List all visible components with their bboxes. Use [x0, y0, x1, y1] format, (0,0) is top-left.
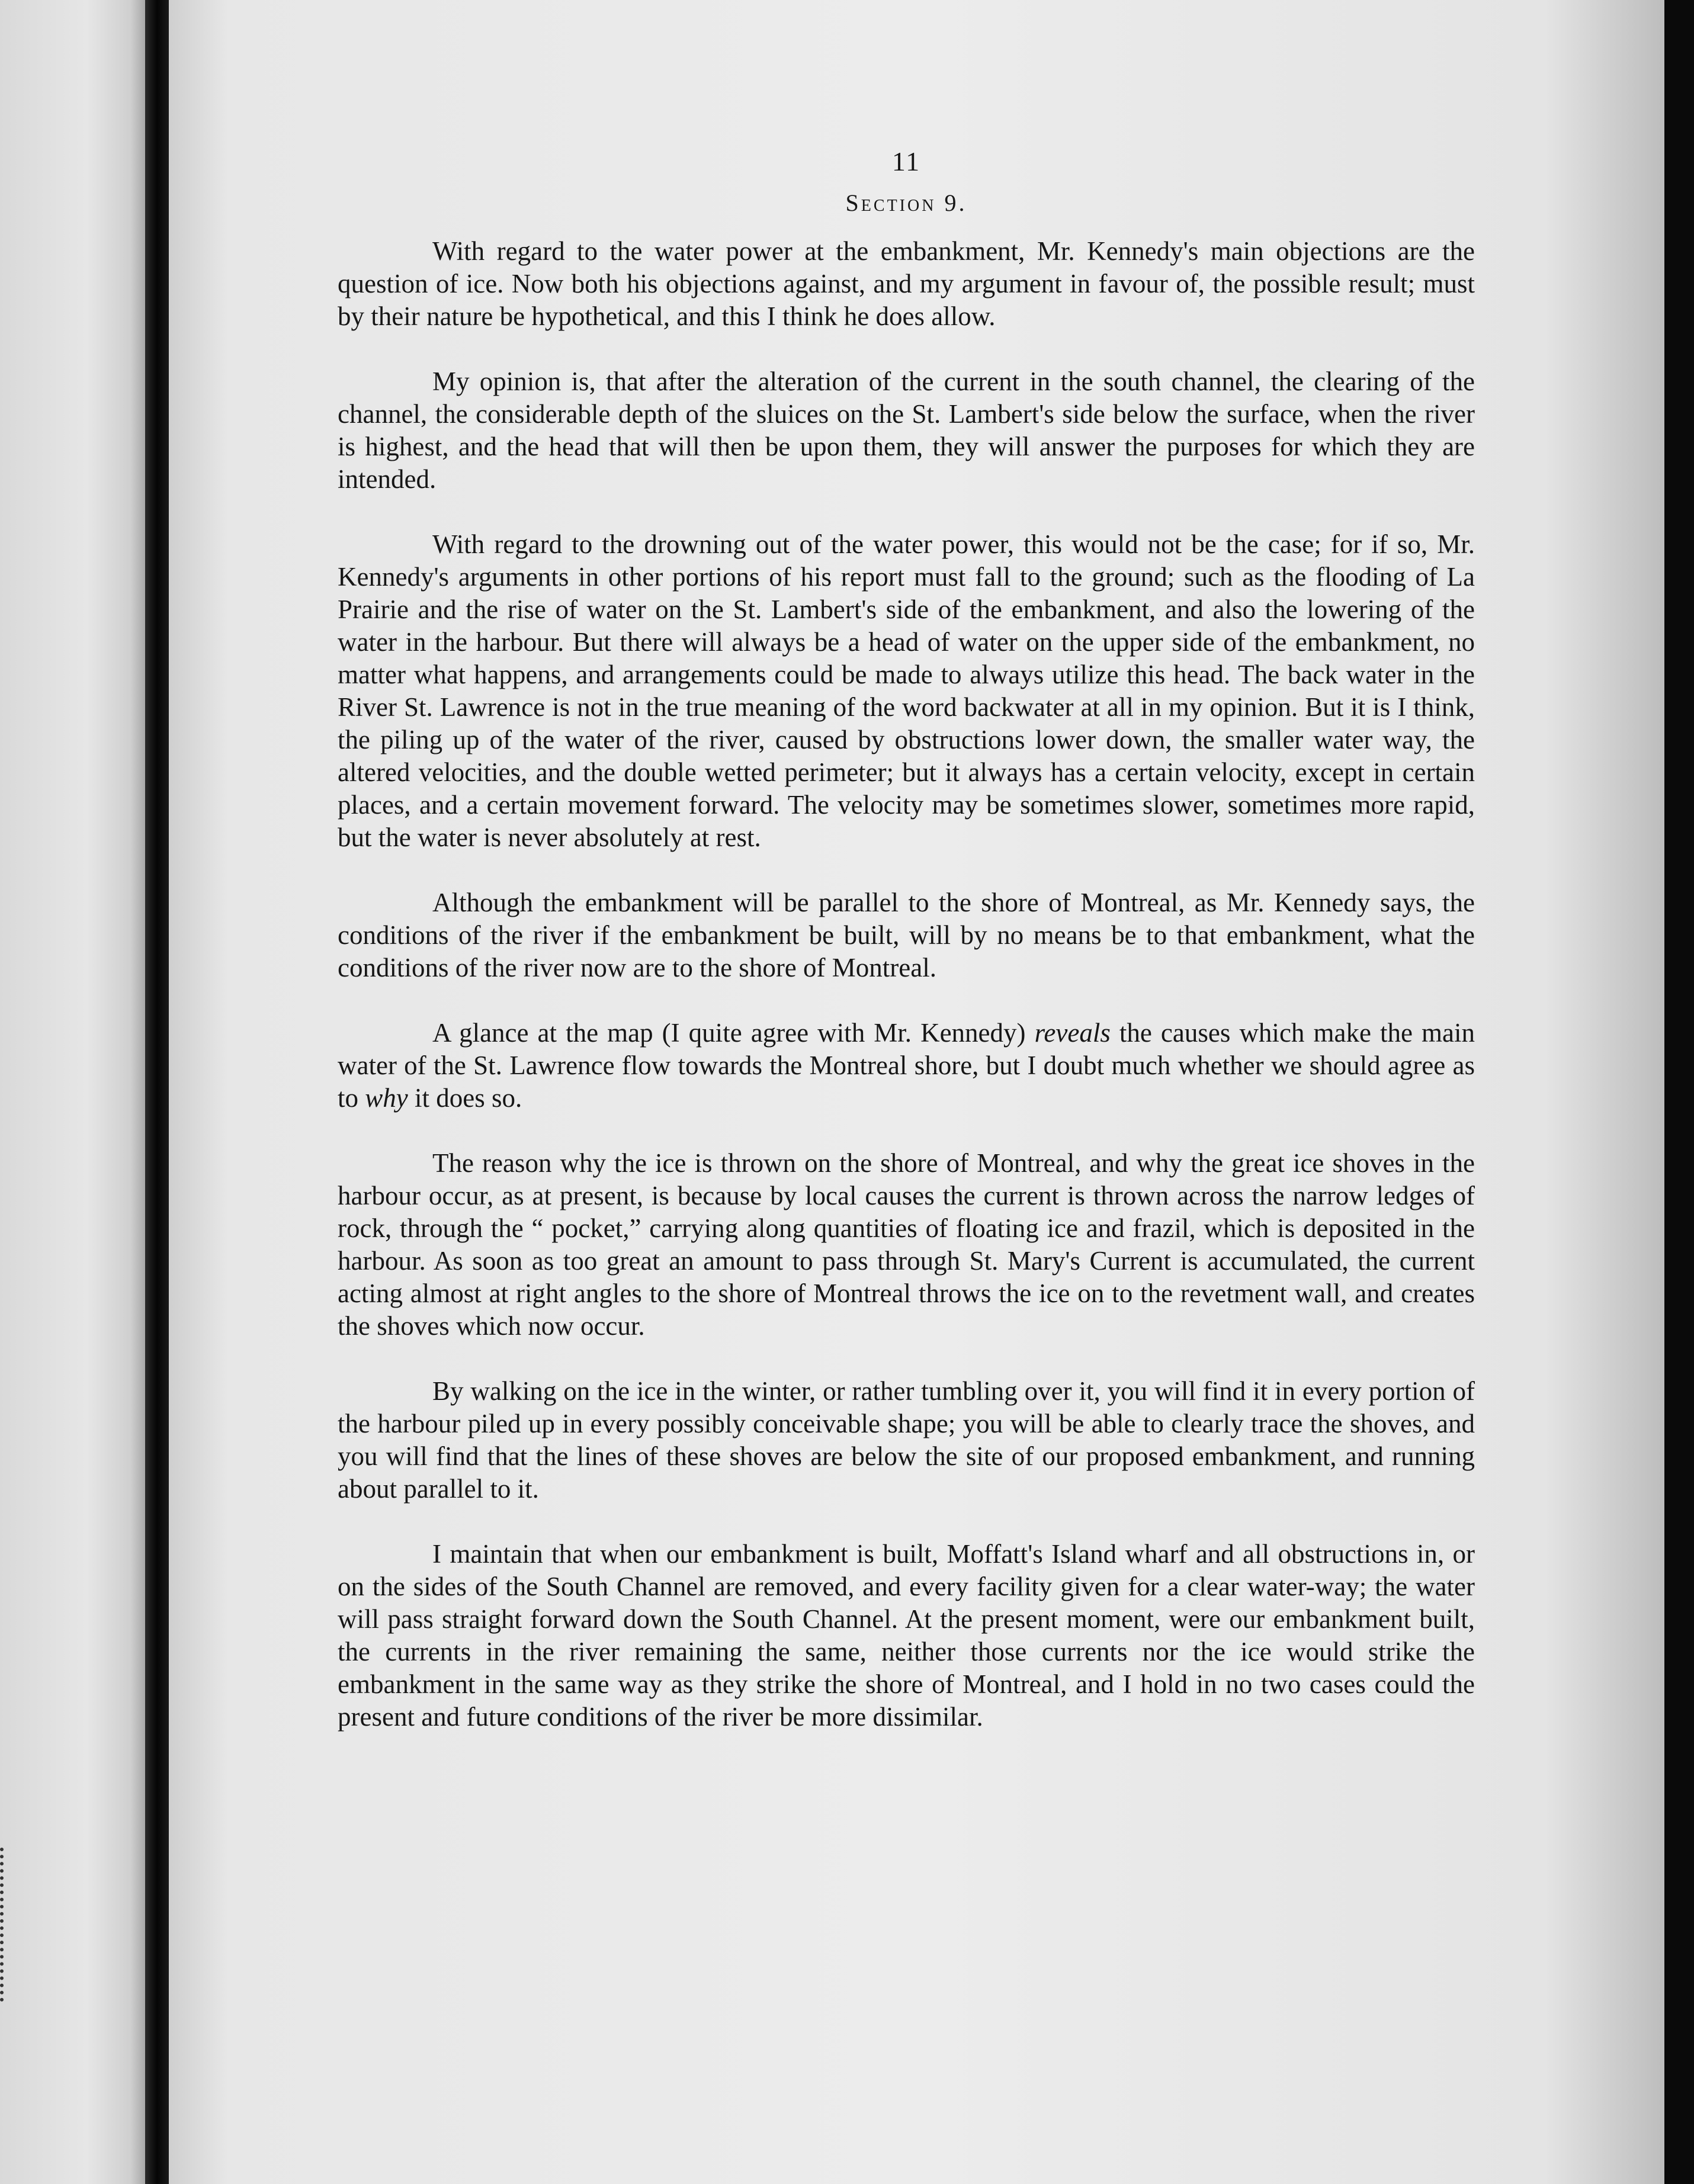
scan-border [1664, 0, 1694, 2184]
paragraph [338, 365, 1475, 496]
paragraph [338, 1017, 1475, 1115]
page-content [338, 145, 1475, 1766]
paragraph-text: A glance at the map (I quite agree with Mr. Kennedy) [432, 1018, 1035, 1048]
section-heading: Section 9. [845, 190, 967, 216]
paragraph [338, 528, 1475, 854]
paragraph [338, 1538, 1475, 1733]
emphasis-text: why [365, 1083, 408, 1113]
paragraph [338, 1375, 1475, 1505]
paragraph-text: With regard to the drowning out of the water power, this would not be the case; for if so, Mr. Kennedy's arguments in other portions of his report must fall to the ground; such as the flooding of La Prairie and the rise of water on the St. Lambert's side of the embankment, and also the lowering of the water in the harbour. But there will always be a head of water on the upper side of the embankment, no matter what happens, and arrangements could be made to always utilize this head. The back water in the River St. Lawrence is not in the true meaning of the word backwater at all in my opinion. But it is I think, the piling up of the water of the river, caused by obstructions lower down, the smaller water way, the altered velocities, and the double wetted perimeter; but it always has a certain velocity, except in certain places, and a certain movement forward. The velocity may be sometimes slower, sometimes more rapid, but the water is never absolutely at rest. [338, 529, 1475, 852]
previous-page-edge [0, 0, 145, 2184]
emphasis-text: reveals [1034, 1018, 1111, 1048]
paragraph [338, 235, 1475, 333]
paragraph-text: My opinion is, that after the alteration of the current in the south channel, the clearing of the channel, the considerable depth of the sluices on the St. Lambert's side below the surface, when the river is highest, and the head that will then be upon them, they will answer the purposes for which they are intended. [338, 367, 1475, 494]
paragraph-text: it does so. [408, 1083, 522, 1113]
body-text [338, 235, 1475, 1733]
paragraph [338, 887, 1475, 984]
paragraph-text: With regard to the water power at the embankment, Mr. Kennedy's main objections are the question of ice. Now both his objections against, and my argument in favour of, the possible result; must by their nature be hypothetical, and this I think he does allow. [338, 236, 1475, 331]
book-gutter [145, 0, 169, 2184]
margin-marks [0, 1848, 11, 2002]
page-number: 11 [891, 146, 921, 176]
paragraph-text: Although the embankment will be parallel to the shore of Montreal, as Mr. Kennedy says, the conditions of the river if the embankment be built, will by no means be to that embankment, what the conditions of the river now are to the shore of Montreal. [338, 888, 1475, 982]
paragraph-text: The reason why the ice is thrown on the shore of Montreal, and why the great ice shoves in the harbour occur, as at present, is because by local causes the current is thrown across the narrow ledges of rock, through the “ pocket,” carrying along quantities of floating ice and frazil, which is deposited in the harbour. As soon as too great an amount to pass through St. Mary's Current is accumulated, the current acting almost at right angles to the shore of Montreal throws the ice on to the revetment wall, and creates the shoves which now occur. [338, 1148, 1475, 1341]
paragraph-text: By walking on the ice in the winter, or rather tumbling over it, you will find it in every portion of the harbour piled up in every possibly conceivable shape; you will be able to clearly trace the shoves, and you will find that the lines of these shoves are below the site of our proposed embankment, and running about parallel to it. [338, 1376, 1475, 1504]
paragraph-text: the causes which make the main water of the St. Lawrence flow towards the Montreal shore, but I doubt much whether we should agree as to [338, 1018, 1475, 1113]
paragraph [338, 1147, 1475, 1342]
paragraph-text: I maintain that when our embankment is built, Moffatt's Island wharf and all obstructions in, or on the sides of the South Channel are removed, and every facility given for a clear water-way; the water will pass straight forward down the South Channel. At the present moment, were our embankment built, the currents in the river remaining the same, neither those currents nor the ice would strike the embankment in the same way as they strike the shore of Montreal, and I hold in no two cases could the present and future conditions of the river be more dissimilar. [338, 1539, 1475, 1732]
